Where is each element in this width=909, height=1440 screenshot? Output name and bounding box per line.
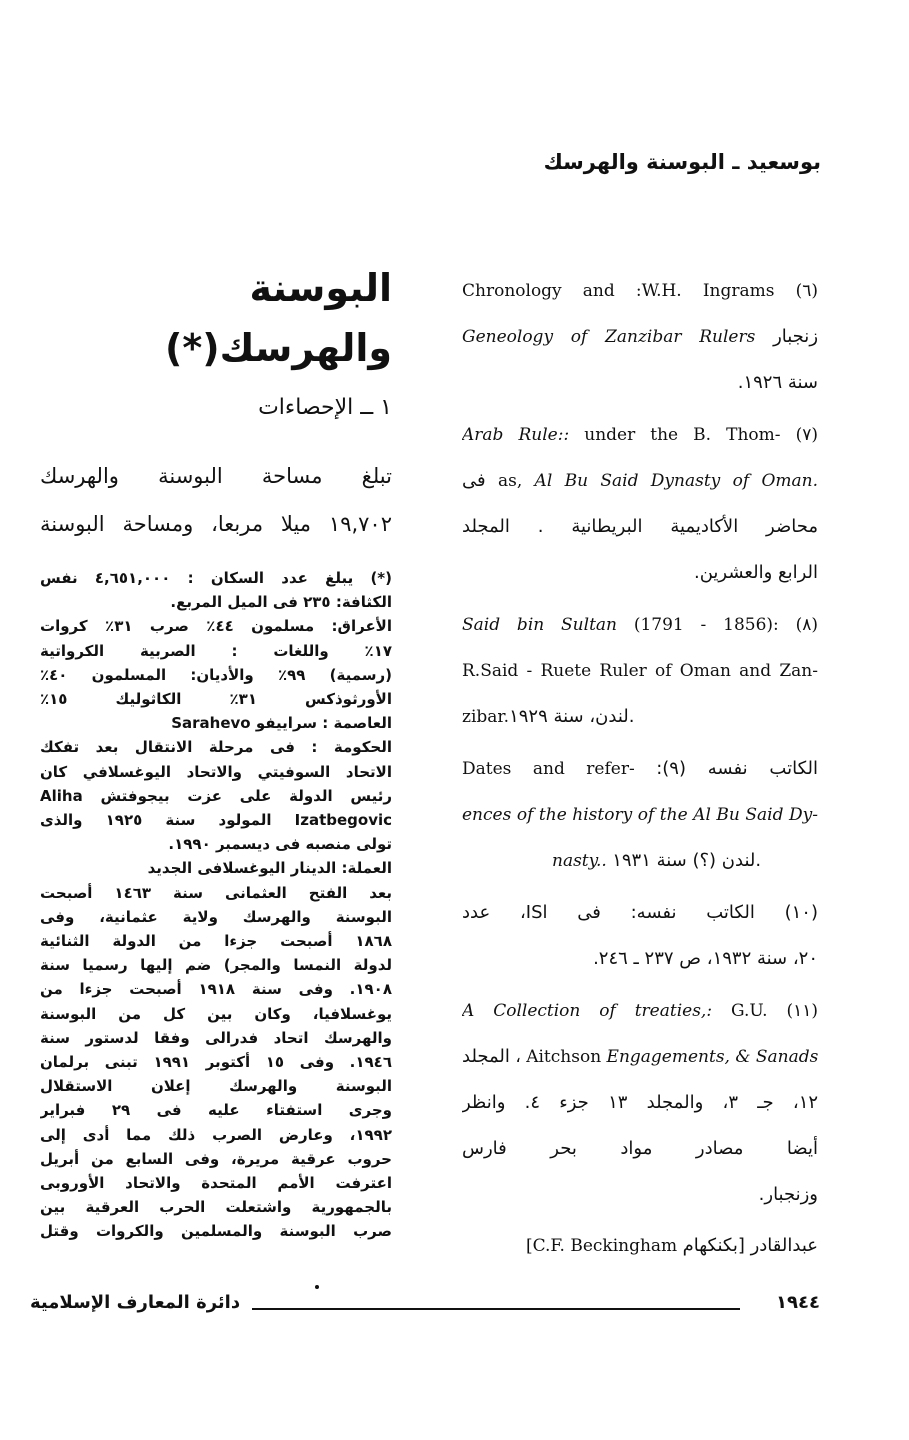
reference-line: سنة ١٩٢٦. [737, 372, 818, 393]
reference-arabic: فى [462, 470, 486, 491]
footnote-line: ١٩٩٢، وعارض الصرب ذلك مما أدى إلى [40, 1125, 392, 1144]
reference-line: أيضا مصادر مواد بحر فارس [462, 1138, 818, 1159]
reference-title: Engagements, & Sanads [606, 1047, 818, 1067]
running-head: بوسعيد ـ البوسنة والهرسك [543, 150, 821, 174]
reference-line [462, 412, 818, 458]
reference-arabic: المجلد [462, 1046, 510, 1067]
footnote-line: حروب عرقية مريرة، وفى السابع من أبريل [40, 1149, 392, 1168]
page-footer [30, 1292, 820, 1326]
footnote-line: تولى منصبه فى ديسمبر ١٩٩٠. [168, 835, 392, 854]
page-number: ١٩٤٤ [776, 1292, 820, 1313]
reference-line: الرابع والعشرين. [693, 562, 818, 583]
footnote-line: بالجمهورية واشتعلت الحرب العرقية بين [40, 1198, 392, 1217]
reference-6 [462, 268, 818, 406]
footer-rule [252, 1308, 740, 1310]
reference-line [462, 1034, 818, 1080]
reference-text: zibar. [462, 707, 510, 727]
footnote-line: والهرسك اتحاد فدرالى وفقا لدستور سنة [40, 1028, 392, 1047]
intro-line: ١٩,٧٠٢ ميلا مربعا، ومساحة البوسنة [40, 512, 392, 536]
footnote-line: الاتحاد السوفيتي والاتحاد اليوغسلافي كان [40, 762, 392, 781]
footnote-line: ١٩٤٦. وفى ١٥ أكتوبر ١٩٩١ تبنى برلمان [40, 1053, 392, 1072]
reference-text: ، Aitchson [515, 1047, 607, 1067]
section-heading: ١ ــ الإحصاءات [258, 395, 392, 420]
intro-paragraph [40, 452, 392, 548]
reference-title: Geneology of Zanzibar Rulers [462, 327, 756, 347]
footnote-line: لدولة النمسا والمجر) ضم إليها رسميا سنة [40, 956, 392, 975]
footnote-line: يوغسلافيا، وكان بين كل من البوسنة [40, 1004, 392, 1023]
reference-title: Al Bu Said Dynasty of Oman. [534, 471, 818, 491]
footnote-line: صرب البوسنة والمسلمين والكروات وقتل [40, 1222, 392, 1241]
footnote-line: البوسنة والهرسك ولاية عثمانية، وفى [40, 907, 392, 926]
author-signature [462, 1226, 818, 1266]
footnote-line: العاصمة : سراييفو Sarahevo [171, 714, 392, 733]
reference-line [462, 838, 818, 884]
author-arabic: عبدالقادر [بكنكهام [682, 1235, 818, 1256]
footnote-line: اعترفت الأمم المتحدة والاتحاد الأوروبى [40, 1174, 392, 1193]
reference-line [462, 694, 818, 740]
footnote-line: (*) يبلغ عدد السكان : ٤,٦٥١,٠٠٠ نفس [40, 569, 392, 587]
reference-line [462, 314, 818, 360]
reference-line: ٢٠، سنة ١٩٣٢، ص ٢٣٧ ـ ٢٤٦. [593, 948, 818, 969]
footnote-line: بعد الفتح العثمانى سنة ١٤٦٣ أصبحت [40, 883, 392, 902]
reference-8 [462, 602, 818, 740]
reference-line [462, 746, 818, 792]
article-column [40, 258, 392, 1244]
reference-title: Said bin Sultan [462, 615, 617, 635]
author-english: [C.F. Beckingham [525, 1236, 678, 1256]
print-dot [315, 1285, 319, 1289]
reference-line [462, 602, 818, 648]
reference-10 [462, 890, 818, 982]
reference-text: as, [497, 471, 535, 491]
footnote-line: الحكومة : فى مرحلة الانتقال بعد تفكك [40, 738, 392, 757]
footnote-line: (رسمية) ٩٩٪ والأديان: المسلمون ٤٠٪ [40, 665, 392, 684]
footnote-line: ١٨٦٨ أصبحت جزءا من الدولة الثنائية [40, 932, 392, 951]
footnote-line: Izatbegovic المولود سنة ١٩٢٥ والذى [40, 811, 392, 830]
reference-line: محاضر الأكاديمية البريطانية . المجلد [462, 516, 818, 537]
footnote-line: وجرى استفتاء عليه فى ٢٩ فبراير [40, 1101, 392, 1120]
reference-text: under the B. Thom- (٧) [569, 425, 818, 445]
reference-arabic: زنجبار [773, 326, 818, 347]
reference-line: ١٢، جـ ٣، والمجلد ١٣ جزء ٤. وانظر [462, 1092, 818, 1113]
footnote-line: العملة: الدينار اليوغسلافى الجديد [147, 859, 392, 878]
reference-arabic: :الكاتب نفسه (٩) [656, 758, 818, 779]
reference-line: Chronology and :W.H. Ingrams (٦) [462, 281, 818, 301]
reference-arabic: لندن، سنة ١٩٢٩. [509, 706, 635, 727]
reference-title: nasty.. [552, 851, 607, 871]
reference-title: ences of the history of the Al Bu Said Dy- [462, 805, 818, 825]
reference-11 [462, 988, 818, 1218]
reference-line [462, 792, 818, 838]
reference-text: Dates and refer- [462, 759, 635, 779]
reference-title: Arab Rule:: [462, 425, 570, 445]
reference-arabic: لندن (؟) سنة ١٩٣١. [612, 850, 762, 871]
footnote-line: البوسنة والهرسك إعلان الاستقلال [40, 1077, 392, 1096]
reference-7 [462, 412, 818, 596]
reference-9 [462, 746, 818, 884]
footnote-line: ١٧٪ واللغات : الصربية الكرواتية [40, 641, 392, 660]
footnote-line: ١٩٠٨. وفى سنة ١٩١٨ أصبحت جزءا من [40, 980, 392, 999]
footnote-line: الأورثوذكس ٣١٪ الكاثوليك ١٥٪ [40, 690, 392, 709]
footnote [40, 566, 392, 1244]
reference-line: R.Said - Ruete Ruler of Oman and Zan- [462, 661, 818, 681]
article-title: البوسنة والهرسك(*) [165, 266, 392, 370]
reference-text: G.U. (١١) [712, 1001, 818, 1021]
reference-line [462, 458, 818, 504]
reference-line: (١٠) الكاتب نفسه: فى ISl، عدد [462, 902, 818, 923]
references-column [462, 268, 818, 1266]
footnote-line: الكثافة: ٢٣٥ فى الميل المربع. [170, 593, 392, 612]
reference-line: وزنجبار. [758, 1184, 818, 1205]
reference-title: A Collection of treaties,: [462, 1001, 713, 1021]
reference-line [462, 988, 818, 1034]
footnote-line: رئيس الدولة على عزت بيجوفتش Aliha [40, 786, 392, 805]
footnote-line: الأعراق: مسلمون ٤٤٪ صرب ٣١٪ كروات [40, 617, 392, 636]
intro-line: تبلغ مساحة البوسنة والهرسك [40, 464, 392, 488]
publication-name: دائرة المعارف الإسلامية [30, 1292, 241, 1313]
reference-text: (1791 - 1856): (٨) [616, 615, 818, 635]
